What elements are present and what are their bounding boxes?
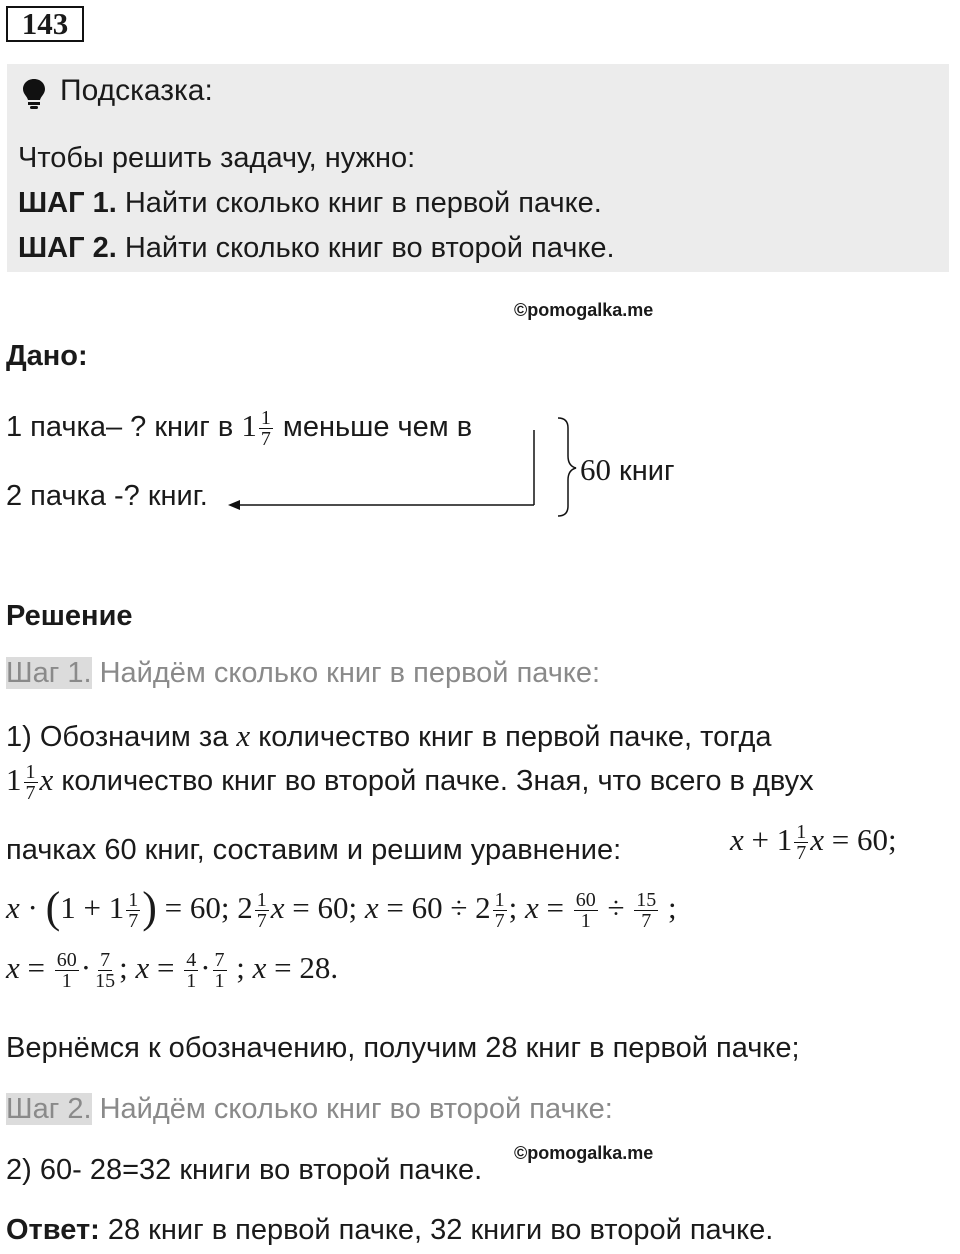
hint-step2-text: Найти сколько книг во второй пачке.	[116, 232, 615, 264]
equation-line2: x · (1 + 1 $\frac{1}{7}$ ) = 60; 2 $\frac{1}{7}$ x = 60; x = 60 ÷ 2 $\frac{1}{7}$ ; x = $\frac{60}{1}$ ÷ $\frac{15}{7}$ ;	[6, 883, 677, 933]
equation-main: x + 1 $\frac{1}{7}$ x = 60;	[730, 821, 897, 865]
solution-step1-text: Найдём сколько книг в первой пачке:	[91, 657, 601, 689]
given-line1-end: меньше чем в	[274, 411, 473, 444]
watermark-bottom: ©pomogalka.me	[514, 1143, 654, 1163]
solution-para1: 1) Обозначим за x количество книг в первой пачке, тогда	[6, 718, 772, 753]
fraction-one-seventh: $\frac{1}{7}$	[260, 407, 271, 450]
solution-para3: пачках 60 книг, составим и решим уравнение:	[6, 834, 622, 866]
hint-step1-label: ШАГ 1.	[18, 187, 117, 219]
given-title: Дано:	[6, 340, 88, 372]
given-diagram	[0, 0, 960, 560]
given-line1: 1 пачка– ? книг в 1 $\frac{1}{7}$ меньше чем в	[6, 407, 473, 450]
answer-text: 28 книг в первой пачке, 32 книги во второй пачке.	[99, 1214, 774, 1246]
answer	[6, 1214, 773, 1247]
hint-step1-text: Найти сколько книг в первой пачке.	[116, 187, 602, 219]
solution-title: Решение	[6, 600, 133, 632]
solution-para4: 2) 60- 28=32 книги во второй пачке.	[6, 1154, 483, 1186]
hint-title: Подсказка:	[60, 74, 213, 107]
problem-number: 143	[6, 6, 84, 42]
solution-step1-label: Шаг 1.	[6, 657, 92, 689]
solution-step2-text: Найдём сколько книг во второй пачке:	[91, 1093, 613, 1125]
given-total: 60 книг	[580, 452, 675, 487]
hint-step2-label: ШАГ 2.	[18, 232, 117, 264]
solution-step2-label: Шаг 2.	[6, 1093, 92, 1125]
hint-intro: Чтобы решить задачу, нужно:	[18, 142, 416, 174]
solution-step2-heading	[6, 1093, 613, 1126]
solution-return: Вернёмся к обозначению, получим 28 книг в первой пачке;	[6, 1032, 800, 1064]
equation-line3: x = $\frac{60}{1}$ · $\frac{7}{15}$ ; x = $\frac{4}{1}$ · $\frac{7}{1}$ ; x = 28.	[6, 949, 339, 993]
solution-para2: 1 $\frac{1}{7}$ x количество книг во второй пачке. Зная, что всего в двух	[6, 761, 814, 804]
watermark-top: ©pomogalka.me	[514, 300, 654, 320]
answer-label: Ответ:	[6, 1214, 100, 1246]
solution-step1-heading	[6, 657, 600, 690]
given-line2: 2 пачка -? книг.	[6, 480, 208, 512]
given-line1-start: 1 пачка– ? книг в	[6, 411, 242, 444]
